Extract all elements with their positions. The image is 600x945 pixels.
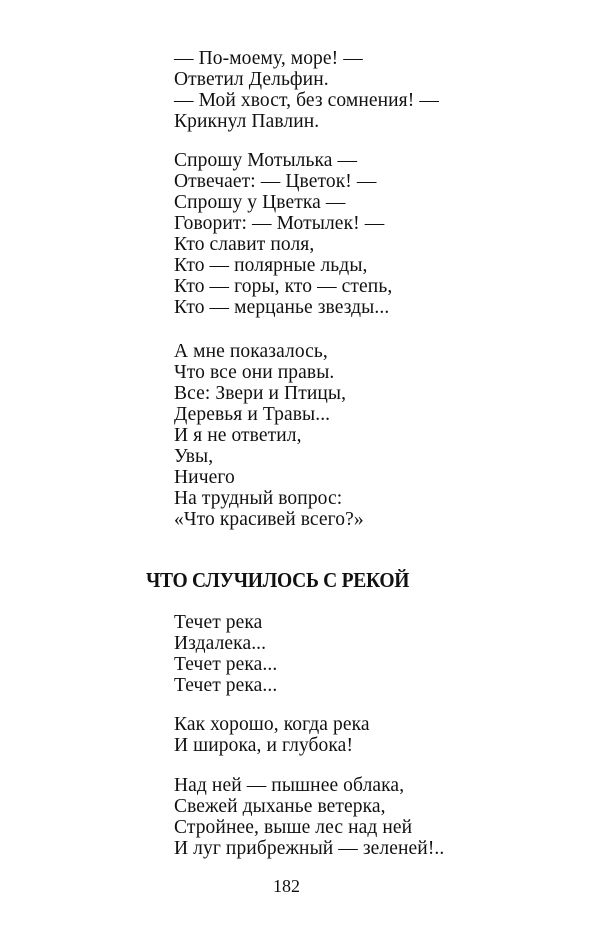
poem-line: «Что красивей всего?»	[174, 509, 364, 530]
stanza-moth-flower	[174, 150, 392, 318]
poem-line: Увы,	[174, 446, 214, 467]
poem-line: Над ней — пышнее облака,	[174, 775, 405, 796]
poem-line: Свежей дыханье ветерка,	[174, 796, 386, 817]
stanza-wide-deep	[174, 714, 370, 756]
poem-line: На трудный вопрос:	[174, 488, 343, 509]
poem-line: — Мой хвост, без сомнения! —	[174, 90, 439, 111]
poem-line: Говорит: — Мотылек! —	[174, 213, 385, 234]
poem-line: Отвечает: — Цветок! —	[174, 171, 377, 192]
poem-line: Течет река...	[174, 654, 278, 675]
poem-line: И я не ответил,	[174, 425, 302, 446]
stanza-above-river	[174, 775, 444, 859]
poem-line: И широка, и глубока!	[174, 735, 354, 756]
poem-line: Спрошу Мотылька —	[174, 150, 358, 171]
poem-title: ЧТО СЛУЧИЛОСЬ С РЕКОЙ	[146, 568, 410, 592]
poem-line: Что все они правы.	[174, 362, 335, 383]
poem-line: Деревья и Травы...	[174, 404, 331, 425]
poem-line: Как хорошо, когда река	[174, 714, 370, 735]
poem-line: — По-моему, море! —	[174, 48, 363, 69]
poem-line: Спрошу у Цветка —	[174, 192, 346, 213]
poem-line: Стройнее, выше лес над ней	[174, 817, 413, 838]
poem-line: Течет река	[174, 612, 263, 633]
poem-line: Кто славит поля,	[174, 234, 315, 255]
poem-line: Течет река...	[174, 675, 278, 696]
stanza-all-are-right	[174, 341, 364, 530]
poem-line: Кто — мерцанье звезды...	[174, 297, 390, 318]
poem-line: Все: Звери и Птицы,	[174, 383, 347, 404]
poem-line: Кто — полярные льды,	[174, 255, 368, 276]
stanza-dolphin-peacock	[174, 48, 439, 132]
poem-line: Ничего	[174, 467, 235, 488]
stanza-river-flows	[174, 612, 277, 696]
page-number: 182	[273, 876, 300, 896]
poem-line: И луг прибрежный — зеленей!..	[174, 838, 445, 859]
poem-line: Кто — горы, кто — степь,	[174, 276, 393, 297]
poem-line: А мне показалось,	[174, 341, 328, 362]
poem-line: Ответил Дельфин.	[174, 69, 329, 90]
poem-line: Издалека...	[174, 633, 267, 654]
poem-line: Крикнул Павлин.	[174, 111, 320, 132]
